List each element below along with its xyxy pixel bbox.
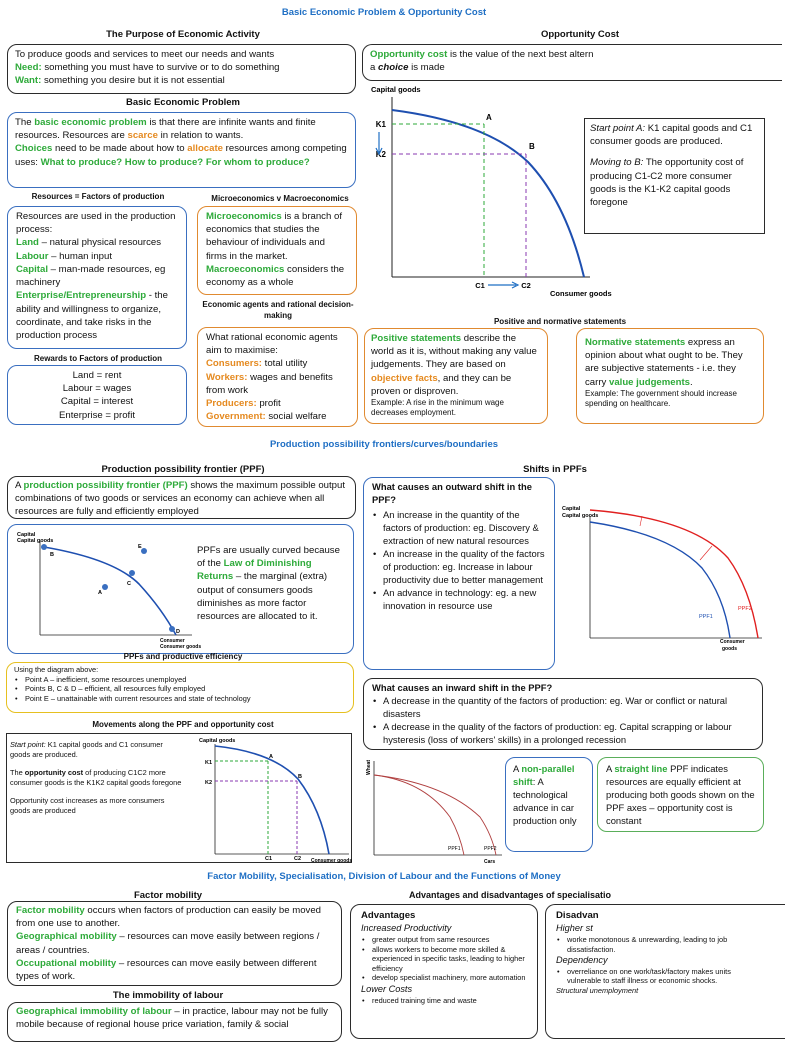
- shift-xlabel: goods: [722, 646, 737, 652]
- opportunity-title: Opportunity Cost: [540, 29, 620, 40]
- shift-ppf1-label: PPF1: [699, 614, 713, 620]
- want-term: Want:: [15, 75, 42, 87]
- agent-consumers-text: total utility: [261, 358, 308, 370]
- res-capital-text: – man-made resources, eg machinery: [16, 263, 166, 289]
- normative-box: [576, 328, 764, 424]
- outward-question: What causes an outward shift in the PPF?: [372, 481, 532, 505]
- mv-c2: C2: [294, 856, 302, 862]
- objective-facts: objective facts: [371, 372, 438, 384]
- bp-questions: What to produce? How to produce? For whom to produce?: [40, 156, 310, 168]
- bp-choices: Choices: [15, 143, 53, 155]
- inward-item-2: • A decrease in the quality of the factors of production: eg. Capital scrapping or labour hysteresis (loss of workers' skills) in a prolonged recession: [372, 721, 754, 747]
- adv-item-3: • develop specialist machinery, more automation: [361, 973, 527, 983]
- agents-box: [197, 327, 358, 427]
- want-text: something you desire but it is not essential: [41, 75, 225, 87]
- need-term: Need:: [15, 62, 42, 74]
- svg-text:Consumer: Consumer: [720, 639, 745, 645]
- geo-term: Geographical mobility: [16, 931, 117, 943]
- normative-text: express an opinion about what ought to be. They are subjective statements - i.e. they carry: [585, 337, 743, 388]
- adv-sub2: Lower Costs: [361, 984, 413, 995]
- ppf-point-b: [41, 544, 47, 550]
- purpose-title: The Purpose of Economic Activity: [106, 29, 260, 40]
- outward-box: [363, 477, 555, 670]
- nonpar-a: A: [513, 763, 522, 774]
- ppf-def-a: A: [15, 480, 24, 491]
- res-enterprise: Enterprise/Entrepreneurship: [16, 290, 147, 302]
- np-ylabel: Wheat: [366, 760, 372, 775]
- normative-example: Example: The government should increase spending on healthcare.: [585, 388, 737, 408]
- shifts-title: Shifts in PPFs: [523, 464, 587, 475]
- adv-sub1: Increased Productivity: [361, 923, 452, 934]
- purpose-box: [7, 44, 356, 94]
- mv-k2: K2: [205, 780, 213, 786]
- bp-p1b: is that there are infinite wants and finite resources. Resources are: [15, 117, 316, 142]
- ppf-section-title: Production possibility frontiers/curves/boundaries: [269, 439, 499, 450]
- mv-b: B: [298, 774, 302, 780]
- ppf-point-d: [169, 626, 175, 632]
- oc-ylabel: Capital goods: [371, 85, 421, 94]
- oc-moving-text: The opportunity cost of producing C1-C2 more consumer goods is the K1-K2 capital goods foregone: [590, 157, 744, 209]
- opportunity-text: is the value of the next best altern: [447, 49, 594, 60]
- mobility-box: [7, 901, 342, 986]
- main-title: Basic Economic Problem & Opportunity Cost: [281, 7, 487, 18]
- ppf-diagram-box: [7, 524, 354, 654]
- reward-capital: Capital = interest: [60, 396, 134, 408]
- adv-item-1: • greater output from same resources: [361, 935, 527, 945]
- agent-workers: Workers:: [206, 371, 248, 383]
- micro-macro-box: [197, 206, 357, 295]
- need-text: something you must have to survive or to do something: [41, 62, 280, 74]
- opportunity-term: Opportunity cost: [370, 49, 448, 60]
- np-ppf1: [374, 775, 464, 855]
- opportunity-text2a: a: [370, 62, 379, 74]
- oc-k2: K2: [375, 150, 386, 159]
- nonpar-b: : A technological advance in car production only: [513, 775, 577, 826]
- mv-xlabel: Consumer goods: [311, 858, 353, 864]
- basic-problem-box: [7, 112, 356, 188]
- straight-term: straight line: [614, 763, 668, 774]
- ppf-point-a: [102, 584, 108, 590]
- ppf-point-e: [141, 548, 147, 554]
- oc-point-b: B: [529, 142, 535, 151]
- dis-item-2: • overreliance on one work/task/factory makes units vulnerable to staff illness or economic shocks.: [556, 967, 746, 986]
- inward-question: What causes an inward shift in the PPF?: [372, 682, 553, 693]
- bp-allocate: allocate: [187, 143, 224, 155]
- res-labour-text: – human input: [48, 250, 112, 262]
- adv-item-4: • reduced training time and waste: [361, 996, 527, 1006]
- np-ppf2-label: PPF2: [484, 846, 497, 852]
- oc-k1: K1: [375, 120, 386, 129]
- nonparallel-box: [505, 757, 593, 852]
- choice-word: choice: [378, 62, 409, 74]
- bp-p1c: in relation to wants.: [157, 130, 244, 142]
- ppf-label-d: D: [176, 629, 180, 635]
- ppf-ylabel-1: Capital: [17, 532, 36, 538]
- straight-b: PPF indicates resources are equally efficient at producing both goods shown on the PPF axes – opportunity cost is constant: [606, 763, 755, 826]
- mv-k1: K1: [205, 760, 213, 766]
- micro-term: Microeconomics: [206, 211, 282, 222]
- nonpar-term: non-parallel shift: [513, 763, 575, 787]
- immobility-text: – in practice, labour may not be fully mobile because of regional house price variation, family & social: [16, 1006, 328, 1031]
- outward-item-3: • An advance in technology: eg. a new innovation in resource use: [372, 587, 546, 613]
- dis-item-1: • worke monotonous & unrewarding, leading to job dissatisfaction.: [556, 935, 746, 954]
- positive-text2: , and they can be proven or disproven.: [371, 372, 512, 397]
- shift-graph: [560, 498, 766, 656]
- oc-ppf-curve: [392, 110, 584, 277]
- res-land-text: – natural physical resources: [38, 237, 162, 249]
- fm-term: Factor mobility: [16, 905, 85, 916]
- efficiency-intro: Using the diagram above:: [14, 665, 99, 674]
- res-enterprise-text: - the ability and willingness to organize, coordinate, and take risks in the production process: [16, 290, 168, 342]
- reward-land: Land = rent: [72, 370, 122, 381]
- bp-p1a: The: [15, 117, 35, 128]
- positive-example: Example: A rise in the minimum wage decreases employment.: [371, 398, 504, 418]
- ppf-curve: [44, 547, 176, 635]
- mv-curve: [215, 746, 329, 854]
- efficiency-point-2: • Points B, C & D – efficient, all resources fully employed: [14, 684, 346, 694]
- oc-start-text: K1 capital goods and C1 consumer goods are produced.: [590, 123, 753, 148]
- ppf-graph: [14, 529, 202, 653]
- resources-intro: Resources are used in the production process:: [16, 211, 176, 236]
- ppf-def-box: [7, 476, 356, 519]
- ppf-label-c: C: [127, 581, 131, 587]
- agent-government-text: social welfare: [265, 411, 327, 423]
- dis-title: Disadvan: [556, 910, 599, 921]
- movements-graph: [193, 734, 351, 862]
- mv-c1: C1: [265, 856, 273, 862]
- adv-title: Advantages: [361, 910, 416, 921]
- normative-term: Normative statements: [585, 337, 686, 348]
- ppf-label-a: A: [98, 590, 102, 596]
- oc-c2: C2: [521, 281, 531, 290]
- micro-macro-title: Microeconomics v Macroeconomics: [211, 194, 349, 203]
- efficiency-point-3: • Point E – unattainable with current resources and state of technology: [14, 694, 346, 704]
- mv-start-label: Start point:: [10, 740, 46, 749]
- agent-producers-text: profit: [256, 398, 281, 410]
- ppf-xlabel: Consumer goods: [160, 644, 202, 650]
- movements-box: [6, 733, 352, 863]
- specialisation-title: Advantages and disadvantages of specialisatio: [408, 890, 612, 900]
- agent-workers-text: wages and benefits from work: [206, 371, 333, 396]
- shift-ppf2-label: PPF2: [738, 606, 752, 612]
- adv-item-2: • allows workers to become more skilled & experienced in specific tasks, leading to higher efficiency: [361, 945, 527, 974]
- oc-c1: C1: [475, 281, 485, 290]
- resources-title: Resources = Factors of production: [31, 192, 165, 201]
- diminishing-returns: Law of Diminishing Returns: [197, 558, 312, 583]
- oc-start-label: Start point A:: [590, 123, 646, 134]
- dis-sub1: Higher st: [556, 923, 593, 934]
- ppf-xlabel-1: Consumer: [160, 638, 185, 644]
- advantages-box: [350, 904, 538, 1039]
- macro-term: Macroeconomics: [206, 263, 285, 275]
- bp-p2b: resources among competing uses:: [15, 143, 347, 168]
- bp-scarce: scarce: [127, 130, 158, 142]
- oc-point-a: A: [486, 113, 492, 122]
- efficiency-title: PPFs and productive efficiency: [123, 652, 243, 661]
- agent-government: Government:: [206, 411, 266, 423]
- micro-text: is a branch of economics that studies the behaviour of individuals and firms in the market.: [206, 211, 342, 262]
- mv-ylabel: Capital goods: [199, 738, 236, 744]
- shift-ppf1: [590, 522, 730, 638]
- ppf-curved-text: [197, 544, 349, 623]
- positive-text: describe the world as it is, without making any value judgements. They are based on: [371, 333, 537, 371]
- geo-text: – resources can move easily between regions / areas / countries.: [16, 931, 320, 956]
- immobility-term: Geographical immobility of labour: [16, 1006, 172, 1017]
- value-judgements: value judgements: [608, 376, 691, 388]
- dis-cut: Structural unemployment: [556, 986, 639, 996]
- mobility-title: Factor mobility: [133, 890, 203, 901]
- efficiency-point-1: • Point A – inefficient, some resources unemployed: [14, 675, 346, 685]
- res-land: Land: [16, 237, 39, 249]
- oc-moving-label: Moving to B:: [590, 157, 644, 169]
- mv-opp-a: The: [10, 767, 25, 777]
- fm-text: occurs when factors of production can easily be moved from one use to another.: [16, 905, 322, 930]
- normative-text2: .: [690, 376, 693, 388]
- np-ppf1-label: PPF1: [448, 846, 461, 852]
- inward-box: [363, 678, 763, 750]
- agent-consumers: Consumers:: [206, 358, 262, 370]
- dis-sub2: Dependency: [556, 955, 608, 966]
- positive-term: Positive statements: [371, 333, 462, 344]
- disadvantages-box: [545, 904, 785, 1039]
- agent-producers: Producers:: [206, 398, 257, 410]
- oc-note-box: [584, 118, 765, 234]
- resources-box: [7, 206, 187, 349]
- immobility-title: The immobility of labour: [112, 990, 224, 1001]
- mv-start-text: K1 capital goods and C1 consumer goods are produced.: [10, 740, 163, 759]
- ppf-def-b: shows the maximum possible output combinations of two goods or services an economy can achieve when all resources are fully and efficiently employed: [15, 480, 346, 518]
- nonparallel-graph: [364, 757, 504, 865]
- pos-norm-title: Positive and normative statements: [493, 317, 627, 326]
- opportunity-box: [362, 44, 782, 81]
- bp-p2a: need to be made about how to: [52, 143, 188, 155]
- mv-opp-b: of producing C1C2 more consumer goods is the K1K2 capital goods foregone: [10, 767, 182, 787]
- reward-labour: Labour = wages: [62, 383, 132, 395]
- bp-term: basic economic problem: [34, 117, 147, 128]
- res-capital: Capital: [16, 263, 48, 275]
- reward-enterprise: Enterprise = profit: [59, 409, 135, 421]
- ppf-curved-b: – the marginal (extra) output of consumers goods diminishes as more factor resources are allocated to it.: [197, 571, 328, 623]
- rewards-title: Rewards to Factors of production: [33, 354, 162, 363]
- rewards-box: [7, 365, 187, 425]
- ppf-ylabel: Capital goods: [17, 538, 54, 544]
- efficiency-box: [6, 662, 354, 713]
- straight-line-box: [597, 757, 764, 832]
- occ-text: – resources can move easily between different types of work.: [16, 957, 317, 983]
- oc-xlabel: Consumer goods: [550, 289, 612, 298]
- occ-term: Occupational mobility: [16, 957, 117, 969]
- factor-section-title: Factor Mobility, Specialisation, Division of Labour and the Functions of Money: [207, 871, 561, 882]
- outward-item-1: • An increase in the quantity of the factors of production: eg. Discovery & extraction of new natural resources: [372, 509, 546, 548]
- ppf-term: production possibility frontier (PPF): [23, 480, 188, 491]
- inward-item-1: • A decrease in the quantity of the factors of production: eg. War or conflict or natural disasters: [372, 695, 754, 721]
- ppf-point-c: [129, 570, 135, 576]
- purpose-intro: To produce goods and services to meet our needs and wants: [15, 49, 275, 60]
- mv-a: A: [269, 754, 273, 760]
- mv-opp-term: opportunity cost: [24, 767, 84, 777]
- res-labour: Labour: [16, 250, 49, 262]
- straight-a: A: [606, 763, 615, 774]
- movements-title: Movements along the PPF and opportunity cost: [92, 720, 274, 729]
- ppf-label-e: E: [138, 544, 142, 550]
- macro-text: considers the economy as a whole: [206, 263, 345, 289]
- mv-increase: Opportunity cost increases as more consumers goods are produced: [10, 795, 165, 815]
- agents-title: Economic agents and rational decision-making: [202, 300, 354, 320]
- ppf-curved-a: PPFs are usually curved because of the: [197, 545, 340, 570]
- ppf-title: Production possibility frontier (PPF): [101, 464, 265, 475]
- outward-item-2: • An increase in the quality of the factors of production: eg. Increase in labour productivity due to better management: [372, 548, 546, 587]
- opportunity-text2b: is made: [408, 62, 445, 74]
- svg-text:Capital: Capital: [562, 506, 581, 512]
- basic-problem-title: Basic Economic Problem: [125, 97, 241, 108]
- agents-intro: What rational economic agents aim to maximise:: [206, 332, 338, 357]
- np-ppf2: [374, 775, 496, 855]
- immobility-box: [7, 1002, 342, 1042]
- positive-box: [364, 328, 548, 424]
- opportunity-cost-graph: [366, 82, 612, 302]
- shift-ppf2: [590, 510, 758, 638]
- np-xlabel: Cars: [484, 859, 496, 865]
- shift-ylabel: Capital goods: [562, 513, 599, 519]
- ppf-label-b: B: [50, 552, 54, 558]
